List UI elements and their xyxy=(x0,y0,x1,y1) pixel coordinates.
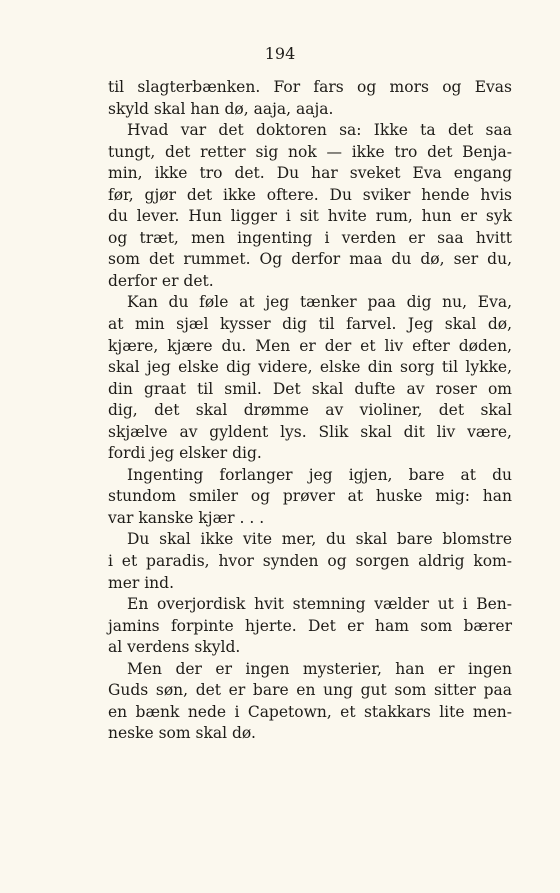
text-line: tungt, det retter sig nok — ikke tro det Benja- xyxy=(108,142,512,161)
text-line: kjære, kjære du. Men er der et liv efter døden, xyxy=(108,336,512,355)
text-line: skjælve av gyldent lys. Slik skal dit liv være, xyxy=(108,422,512,441)
text-line: at min sjæl kysser dig til farvel. Jeg skal dø, xyxy=(108,315,512,334)
text-line: derfor er det. xyxy=(108,271,214,290)
text-line: Kan du føle at jeg tænker paa dig nu, Eva, xyxy=(127,293,512,312)
text-line: i et paradis, hvor synden og sorgen aldrig kom- xyxy=(108,552,512,571)
text-line: fordi jeg elsker dig. xyxy=(108,444,262,463)
text-line: En overjordisk hvit stemning vælder ut i Ben- xyxy=(127,595,512,614)
text-line: Guds søn, det er bare en ung gut som sitter paa xyxy=(108,681,512,700)
text-line: din graat til smil. Det skal dufte av roser om xyxy=(108,379,512,398)
text-line: en bænk nede i Capetown, et stakkars lite men- xyxy=(108,702,512,721)
text-line: som det rummet. Og derfor maa du dø, ser du, xyxy=(108,250,512,269)
text-line: stundom smiler og prøver at huske mig: han xyxy=(108,487,512,506)
text-line: Du skal ikke vite mer, du skal bare blomstre xyxy=(127,530,512,549)
text-line: til slagterbænken. For fars og mors og Evas xyxy=(108,78,512,96)
text-line: du lever. Hun ligger i sit hvite rum, hun er syk xyxy=(108,207,512,226)
page-number: 194 xyxy=(264,44,296,63)
text-line: Hvad var det doktoren sa: Ikke ta det saa xyxy=(127,121,512,140)
text-line: mer ind. xyxy=(108,573,174,592)
text-line: jamins forpinte hjerte. Det er ham som bærer xyxy=(108,616,512,635)
text-line: før, gjør det ikke oftere. Du sviker hende hvis xyxy=(108,185,512,204)
text-line: al verdens skyld. xyxy=(108,638,241,657)
text-line: skyld skal han dø, aaja, aaja. xyxy=(108,99,334,118)
text-line: skal jeg elske dig videre, elske din sorg til lykke, xyxy=(108,358,512,377)
text-line: min, ikke tro det. Du har sveket Eva engang xyxy=(108,164,512,183)
text-line: var kanske kjær . . . xyxy=(108,508,265,527)
text-line: neske som skal dø. xyxy=(108,724,256,743)
text-line: Men der er ingen mysterier, han er ingen xyxy=(127,659,512,678)
text-line: og træt, men ingenting i verden er saa hvitt xyxy=(108,228,512,247)
text-line: dig, det skal drømme av violiner, det skal xyxy=(108,401,512,420)
body-text xyxy=(108,77,512,745)
text-line: Ingenting forlanger jeg igjen, bare at du xyxy=(127,465,512,484)
